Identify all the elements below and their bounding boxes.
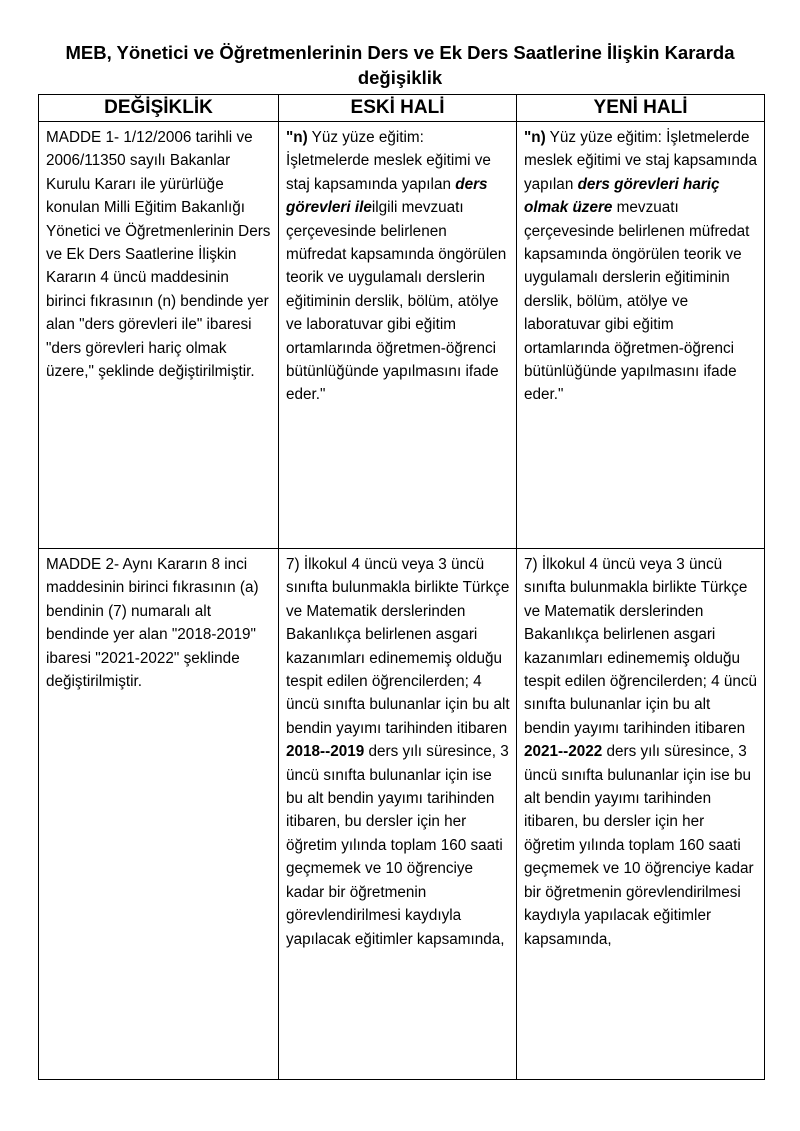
changed-phrase: 2021--2022	[524, 743, 603, 761]
new-version-cell	[517, 122, 765, 549]
clause-text: ders yılı süresince, 3 üncü sınıfta bulunanlar için ise bu alt bendin yayımı tarihinden itibaren, bu dersler için her öğretim yılında toplam 160 saati geçmemek ve 10 öğrenciye kadar bir öğretmenin görevlendirilmesi kaydıyla yapılacak eğitimler kapsamında,	[524, 743, 754, 948]
amendment-table	[38, 94, 765, 1080]
clause-text: 7) İlkokul 4 üncü veya 3 üncü sınıfta bulunmakla birlikte Türkçe ve Matematik derslerinden Bakanlıkça belirlenen asgari kazanımları edinememiş olduğu tespit edilen öğrencilerden; 4 üncü sınıfta bulunanlar için bu alt bendin yayımı tarihinden itibaren	[286, 556, 510, 737]
clause-text: mevzuatı çerçevesinde belirlenen müfredat kapsamında öngörülen teorik ve uygulamalı derslerin eğitiminin derslik, bölüm, atölye ve laboratuvar gibi eğitim ortamlarında öğretmen-öğrenci bütünlüğünde yapılmasını ifade eder."	[524, 199, 750, 404]
clause-text: 7) İlkokul 4 üncü veya 3 üncü sınıfta bulunmakla birlikte Türkçe ve Matematik derslerinden Bakanlıkça belirlenen asgari kazanımları edinememiş olduğu tespit edilen öğrencilerden; 4 üncü sınıfta bulunanlar için bu alt bendin yayımı tarihinden itibaren	[524, 556, 758, 737]
table-row	[39, 122, 765, 549]
header-degisiklik: DEĞİŞİKLİK	[39, 95, 279, 122]
clause-text: Yüz yüze eğitim: İşletmelerde meslek eğitimi ve staj kapsamında yapılan	[286, 129, 491, 193]
clause-text: Yüz yüze eğitim: İşletmelerde meslek eğitimi ve staj kapsamında yapılan	[524, 129, 757, 193]
changed-phrase: 2018--2019	[286, 743, 365, 761]
changed-phrase: ders görevleri hariç olmak üzere	[524, 175, 720, 217]
new-version-cell	[517, 549, 765, 1080]
clause-label: "n)	[524, 129, 546, 146]
clause-text: ilgili mevzuatı çerçevesinde belirlenen müfredat kapsamında öngörülen teorik ve uygulamalı derslerin eğitiminin derslik, bölüm, atölye ve laboratuvar gibi eğitim ortamlarında öğretmen-öğrenci bütünlüğünde yapılmasını ifade eder."	[286, 199, 507, 404]
table-row	[39, 549, 765, 1080]
clause-label: "n)	[286, 129, 308, 146]
changed-phrase: ders görevleri ile	[286, 175, 488, 217]
change-cell: MADDE 2- Aynı Kararın 8 inci maddesinin birinci fıkrasının (a) bendinin (7) numaralı alt bendinde yer alan "2018-2019" ibaresi "2021-2022" şeklinde değiştirilmiştir.	[39, 549, 279, 1080]
old-version-cell	[279, 549, 517, 1080]
old-version-cell	[279, 122, 517, 549]
header-yeni-hali: YENİ HALİ	[517, 95, 765, 122]
clause-text: ders yılı süresince, 3 üncü sınıfta bulunanlar için ise bu alt bendin yayımı tarihinden itibaren, bu dersler için her öğretim yılında toplam 160 saati geçmemek ve 10 öğrenciye kadar bir öğretmenin görevlendirilmesi kaydıyla yapılacak eğitimler kapsamında,	[286, 743, 509, 948]
document-title: MEB, Yönetici ve Öğretmenlerinin Ders ve Ek Ders Saatlerine İlişkin Kararda değişiklik	[65, 42, 735, 88]
change-cell: MADDE 1- 1/12/2006 tarihli ve 2006/11350 sayılı Bakanlar Kurulu Kararı ile yürürlüğe konulan Milli Eğitim Bakanlığı Yönetici ve Öğretmenlerinin Ders ve Ek Ders Saatlerine İlişkin Kararın 4 üncü maddesinin birinci fıkrasının (n) bendinde yer alan "ders görevleri ile" ibaresi "ders görevleri hariç olmak üzere," şeklinde değiştirilmiştir.	[39, 122, 279, 549]
header-eski-hali: ESKİ HALİ	[279, 95, 517, 122]
table-header-row	[39, 95, 765, 122]
